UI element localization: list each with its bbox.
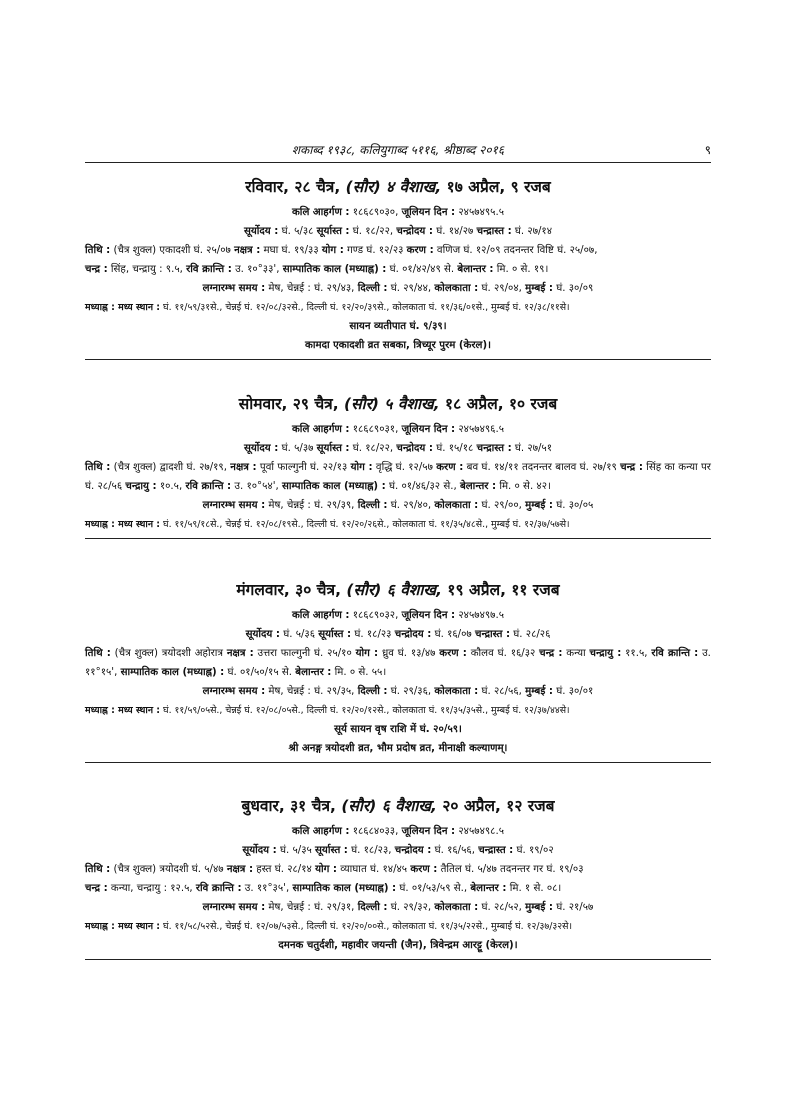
ahargan-line: कलि आहर्गण : १८६८४०३३, जूलियन दिन : २४५७४९८.५ (291, 826, 504, 837)
madhyahna-line: मध्याह्न : मध्य स्थान : घं. ११/५८/५२से., चेन्नई घं. १२/०७/५३से., दिल्ली घं. १२/२०/००से., कोलकाता घं. ११/३५/२२से., मुम्बाई घं. १२/३७/३२से। (85, 921, 573, 932)
lagna-line: लग्नारम्भ समय : मेष, चेन्नई : घं. २९/३५, दिल्ली : घं. २९/३६, कोलकाता : घं. २८/५६, मुम्बई : घं. ३०/०१ (202, 686, 594, 697)
panchang-paragraph: तिथि : (चैत्र शुक्ल) त्रयोदशी अहोरात्र नक्षत्र : उत्तरा फाल्गुनी घं. २५/१० योग : ध्रुव घं. १३/४७ करण : कौलव घं. १६/३२ चन्द्र : कन्या चन्द्रायु : ११.५, रवि क्रान्ति : उ. ११°१५', साम्पातिक काल (मध्याह्न) : घं. ०१/५०/१५ से. बेलान्तर : मि. ० से. ५५। (85, 648, 711, 678)
header-title: शकाब्द १९३८, कलियुगाब्द ५११६, श्रीष्ठाब्द २०१६ (291, 143, 505, 157)
lagna-line: लग्नारम्भ समय : मेष, चेन्नई : घं. २९/३१, दिल्ली : घं. २९/३२, कोलकाता : घं. २८/५२, मुम्बई : घं. २१/५७ (202, 902, 594, 913)
header-divider (85, 162, 711, 163)
sun-moon-line: सूर्योदय : घं. ५/३८ सूर्यास्त : घं. १८/२२, चन्द्रोदय : घं. १४/२७ चन्द्रास्त : घं. २७/१४ (243, 226, 553, 237)
day-title (85, 177, 711, 197)
panchang-line: चन्द्र : सिंह, चन्द्रायु : ९.५, रवि क्रान्ति : उ. १०°३३', साम्पातिक काल (मध्याह्न) : घं. ०१/४२/४९ से. बेलान्तर : मि. ० से. १९। (85, 264, 549, 275)
note-line: सायन व्यतीपात घं. ९/३९। (349, 321, 447, 332)
panchang-line: चन्द्र : कन्या, चन्द्रायु : १२.५, रवि क्रान्ति : उ. ११°३५', साम्पातिक काल (मध्याह्न) : घं. ०१/५३/५९ से., बेलान्तर : मि. १ से. ०८। (85, 883, 562, 894)
lagna-line: लग्नारम्भ समय : मेष, चेन्नई : घं. २९/४३, दिल्ली : घं. २९/४४, कोलकाता : घं. २९/०४, मुम्बई : घं. ३०/०९ (202, 283, 594, 294)
madhyahna-line: मध्याह्न : मध्य स्थान : घं. ११/५९/०५से., चेन्नई घं. १२/०८/०५से., दिल्ली घं. १२/२०/१२से., कोलकाता घं. ११/३५/३५से., मुम्बई घं. १२/३७/४४से। (85, 705, 570, 716)
sun-moon-line: सूर्योदय : घं. ५/३७ सूर्यास्त : घं. १८/२२, चन्द्रोदय : घं. १५/१८ चन्द्रास्त : घं. २७/५१ (243, 443, 553, 454)
madhyahna-line: मध्याह्न : मध्य स्थान : घं. ११/५९/१८से., चेन्नई घं. १२/०८/१९से., दिल्ली घं. १२/२०/२६से., कोलकाता घं. ११/३५/४८से., मुम्बई घं. १२/३७/५७से। (85, 519, 570, 530)
day-divider (85, 359, 711, 360)
page-number: ९ (704, 143, 711, 157)
day-title-weekday: मंगलवार, ३० चैत्र, (236, 581, 341, 599)
day-title-saur: (सौर) ६ वैशाख, (346, 581, 442, 599)
note-line: कामदा एकादशी व्रत सबका, त्रिच्यूर पुरम (केरल)। (305, 340, 491, 351)
day-title (85, 580, 711, 600)
day-title (85, 796, 711, 816)
day-title-date: १९ अप्रैल, ११ रजब (447, 581, 560, 599)
note-line: सूर्य सायन वृष राशि में घं. २०/५९। (334, 724, 462, 735)
day-entry-0 (85, 177, 711, 360)
day-divider (85, 762, 711, 763)
day-title-saur: (सौर) ५ वैशाख, (344, 395, 440, 413)
day-title-saur: (सौर) ६ वैशाख, (341, 797, 437, 815)
ahargan-line: कलि आहर्गण : १८६८९०३१, जूलियन दिन : २४५७४९६.५ (291, 424, 504, 435)
day-title (85, 394, 711, 414)
ahargan-line: कलि आहर्गण : १८६८९०३०, जूलियन दिन : २४५७४९५.५ (291, 207, 504, 218)
day-title-saur: (सौर) ४ वैशाख, (345, 178, 442, 196)
day-title-date: २० अप्रैल, १२ रजब (442, 797, 555, 815)
day-title-weekday: सोमवार, २९ चैत्र, (238, 395, 339, 413)
lagna-line: लग्नारम्भ समय : मेष, चेन्नई : घं. २९/३९, दिल्ली : घं. २९/४०, कोलकाता : घं. २९/००, मुम्बई : घं. ३०/०५ (202, 500, 594, 511)
ahargan-line: कलि आहर्गण : १८६८९०३२, जूलियन दिन : २४५७४९७.५ (291, 610, 504, 621)
sun-moon-line: सूर्योदय : घं. ५/३५ सूर्यास्त : घं. १८/२३, चन्द्रोदय : घं. १६/५६, चन्द्रास्त : घं. १९/०२ (242, 845, 554, 856)
panchang-paragraph: तिथि : (चैत्र शुक्ल) द्वादशी घं. २७/१९, नक्षत्र : पूर्वा फाल्गुनी घं. २२/१३ योग : वृद्धि घं. १२/५७ करण : बव घं. १४/११ तदनन्तर बालव घं. २७/१९ चन्द्र : सिंह का कन्या पर घं. २८/५६ चन्द्रायु : १०.५, रवि क्रान्ति : उ. १०°५४', साम्पातिक काल (मध्याह्न) : घं. ०१/४६/३२ से., बेलान्तर : मि. ० से. ४२। (85, 462, 711, 492)
sun-moon-line: सूर्योदय : घं. ५/३६ सूर्यास्त : घं. १८/२३ चन्द्रोदय : घं. १६/०७ चन्द्रास्त : घं. २८/२६ (245, 629, 551, 640)
madhyahna-line: मध्याह्न : मध्य स्थान : घं. ११/५९/३१से., चेन्नई घं. १२/०८/३२से., दिल्ली घं. १२/२०/३९से., कोलकाता घं. ११/३६/०१से., मुम्बई घं. १२/३८/११से। (85, 302, 570, 313)
day-title-weekday: बुधवार, ३१ चैत्र, (241, 797, 336, 815)
panchang-line: तिथि : (चैत्र शुक्ल) एकादशी घं. २५/०७ नक्षत्र : मघा घं. १९/३३ योग : गण्ड घं. १२/२३ करण : वणिज घं. १२/०९ तदनन्तर विष्टि घं. २५/०७, (85, 245, 598, 256)
day-entry-3 (85, 796, 711, 960)
panchang-line: तिथि : (चैत्र शुक्ल) त्रयोदशी घं. ५/४७ नक्षत्र : हस्त घं. २८/१४ योग : व्याघात घं. १४/४५ करण : तैतिल घं. ५/४७ तदनन्तर गर घं. १९/०३ (85, 864, 584, 875)
day-title-weekday: रविवार, २८ चैत्र, (245, 178, 341, 196)
note-line: श्री अनङ्ग त्रयोदशी व्रत, भौम प्रदोष व्रत, मीनाक्षी कल्याणम्। (288, 743, 508, 754)
day-title-date: १८ अप्रैल, १० रजब (445, 395, 558, 413)
day-title-date: १७ अप्रैल, ९ रजब (446, 178, 551, 196)
note-line: दमनक चतुर्दशी, महावीर जयन्ती (जैन), त्रिवेन्द्रम आरट्टू (केरल)। (278, 940, 518, 951)
day-divider (85, 538, 711, 539)
day-divider (85, 959, 711, 960)
day-entry-2 (85, 580, 711, 763)
day-entry-1 (85, 394, 711, 539)
